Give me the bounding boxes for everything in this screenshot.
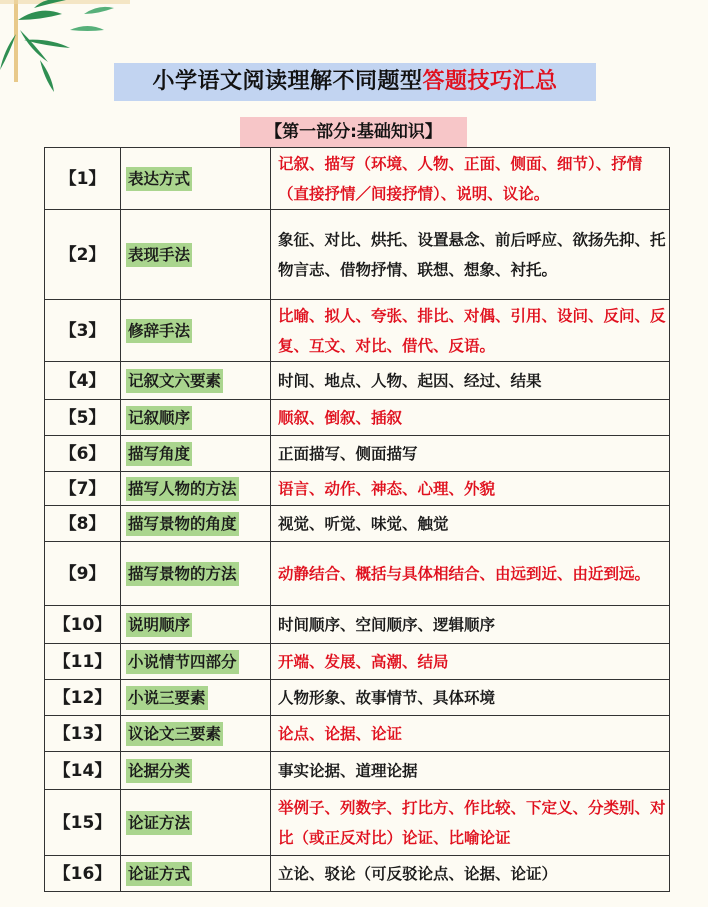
row-category: 表达方式 xyxy=(126,167,192,191)
row-number: 【6】 xyxy=(45,436,121,472)
row-content: 顺叙、倒叙、插叙 xyxy=(271,400,670,436)
row-category: 论证方式 xyxy=(126,862,192,886)
row-number: 【4】 xyxy=(45,362,121,400)
row-category: 描写人物的方法 xyxy=(126,477,239,501)
table-row xyxy=(45,506,670,542)
row-category-cell xyxy=(121,716,271,752)
row-number: 【3】 xyxy=(45,300,121,362)
row-number: 【5】 xyxy=(45,400,121,436)
row-content: 象征、对比、烘托、设置悬念、前后呼应、欲扬先抑、托物言志、借物抒情、联想、想象、衬托。 xyxy=(271,210,670,300)
row-content: 立论、驳论（可反驳论点、论据、论证） xyxy=(271,856,670,892)
table-row xyxy=(45,680,670,716)
row-category: 小说三要素 xyxy=(126,686,208,710)
table-row xyxy=(45,436,670,472)
row-category-cell xyxy=(121,752,271,790)
row-category-cell xyxy=(121,472,271,506)
title-part-red: 答题技巧汇总 xyxy=(422,69,558,94)
table-row xyxy=(45,210,670,300)
bamboo-decoration-icon xyxy=(0,0,130,95)
row-number: 【9】 xyxy=(45,542,121,606)
row-content: 时间顺序、空间顺序、逻辑顺序 xyxy=(271,606,670,644)
row-number: 【7】 xyxy=(45,472,121,506)
row-category-cell xyxy=(121,362,271,400)
table-row xyxy=(45,542,670,606)
row-category-cell xyxy=(121,606,271,644)
row-number: 【10】 xyxy=(45,606,121,644)
row-number: 【16】 xyxy=(45,856,121,892)
row-category-cell xyxy=(121,300,271,362)
table-row xyxy=(45,752,670,790)
row-category: 描写角度 xyxy=(126,442,192,466)
row-content: 语言、动作、神态、心理、外貌 xyxy=(271,472,670,506)
row-number: 【11】 xyxy=(45,644,121,680)
row-number: 【15】 xyxy=(45,790,121,856)
row-category: 描写景物的方法 xyxy=(126,562,239,586)
row-category-cell xyxy=(121,644,271,680)
row-content: 开端、发展、高潮、结局 xyxy=(271,644,670,680)
row-category: 记叙顺序 xyxy=(126,406,192,430)
row-number: 【1】 xyxy=(45,148,121,210)
table-row xyxy=(45,790,670,856)
table-row xyxy=(45,400,670,436)
row-content: 事实论据、道理论据 xyxy=(271,752,670,790)
row-category-cell xyxy=(121,400,271,436)
row-content: 动静结合、概括与具体相结合、由远到近、由近到远。 xyxy=(271,542,670,606)
row-category-cell xyxy=(121,680,271,716)
row-number: 【12】 xyxy=(45,680,121,716)
row-category: 说明顺序 xyxy=(126,613,192,637)
row-category: 描写景物的角度 xyxy=(126,512,239,536)
row-category-cell xyxy=(121,436,271,472)
row-content: 记叙、描写（环境、人物、正面、侧面、细节）、抒情（直接抒情／间接抒情）、说明、议论。 xyxy=(271,148,670,210)
row-category: 记叙文六要素 xyxy=(126,369,223,393)
row-number: 【2】 xyxy=(45,210,121,300)
row-content: 举例子、列数字、打比方、作比较、下定义、分类别、对比（或正反对比）论证、比喻论证 xyxy=(271,790,670,856)
row-content: 时间、地点、人物、起因、经过、结果 xyxy=(271,362,670,400)
table-row xyxy=(45,148,670,210)
row-category-cell xyxy=(121,210,271,300)
row-content: 人物形象、故事情节、具体环境 xyxy=(271,680,670,716)
row-number: 【8】 xyxy=(45,506,121,542)
table-row xyxy=(45,644,670,680)
row-number: 【13】 xyxy=(45,716,121,752)
table-row xyxy=(45,606,670,644)
title-part-black: 小学语文阅读理解不同题型 xyxy=(152,69,423,94)
row-category: 修辞手法 xyxy=(126,319,192,343)
row-category-cell xyxy=(121,542,271,606)
row-content: 论点、论据、论证 xyxy=(271,716,670,752)
row-category: 论据分类 xyxy=(126,759,192,783)
row-category-cell xyxy=(121,506,271,542)
row-category: 议论文三要素 xyxy=(126,722,223,746)
row-category-cell xyxy=(121,148,271,210)
row-content: 视觉、听觉、味觉、触觉 xyxy=(271,506,670,542)
knowledge-table xyxy=(44,147,670,892)
row-category: 小说情节四部分 xyxy=(126,650,239,674)
row-content: 正面描写、侧面描写 xyxy=(271,436,670,472)
row-category: 表现手法 xyxy=(126,243,192,267)
section-heading: 【第一部分:基础知识】 xyxy=(240,117,467,147)
table-row xyxy=(45,856,670,892)
row-category-cell xyxy=(121,790,271,856)
row-category-cell xyxy=(121,856,271,892)
table-row xyxy=(45,362,670,400)
table-row xyxy=(45,472,670,506)
page-title xyxy=(114,63,596,101)
table-row xyxy=(45,300,670,362)
row-category: 论证方法 xyxy=(126,811,192,835)
row-number: 【14】 xyxy=(45,752,121,790)
row-content: 比喻、拟人、夸张、排比、对偶、引用、设问、反问、反复、互文、对比、借代、反语。 xyxy=(271,300,670,362)
table-row xyxy=(45,716,670,752)
